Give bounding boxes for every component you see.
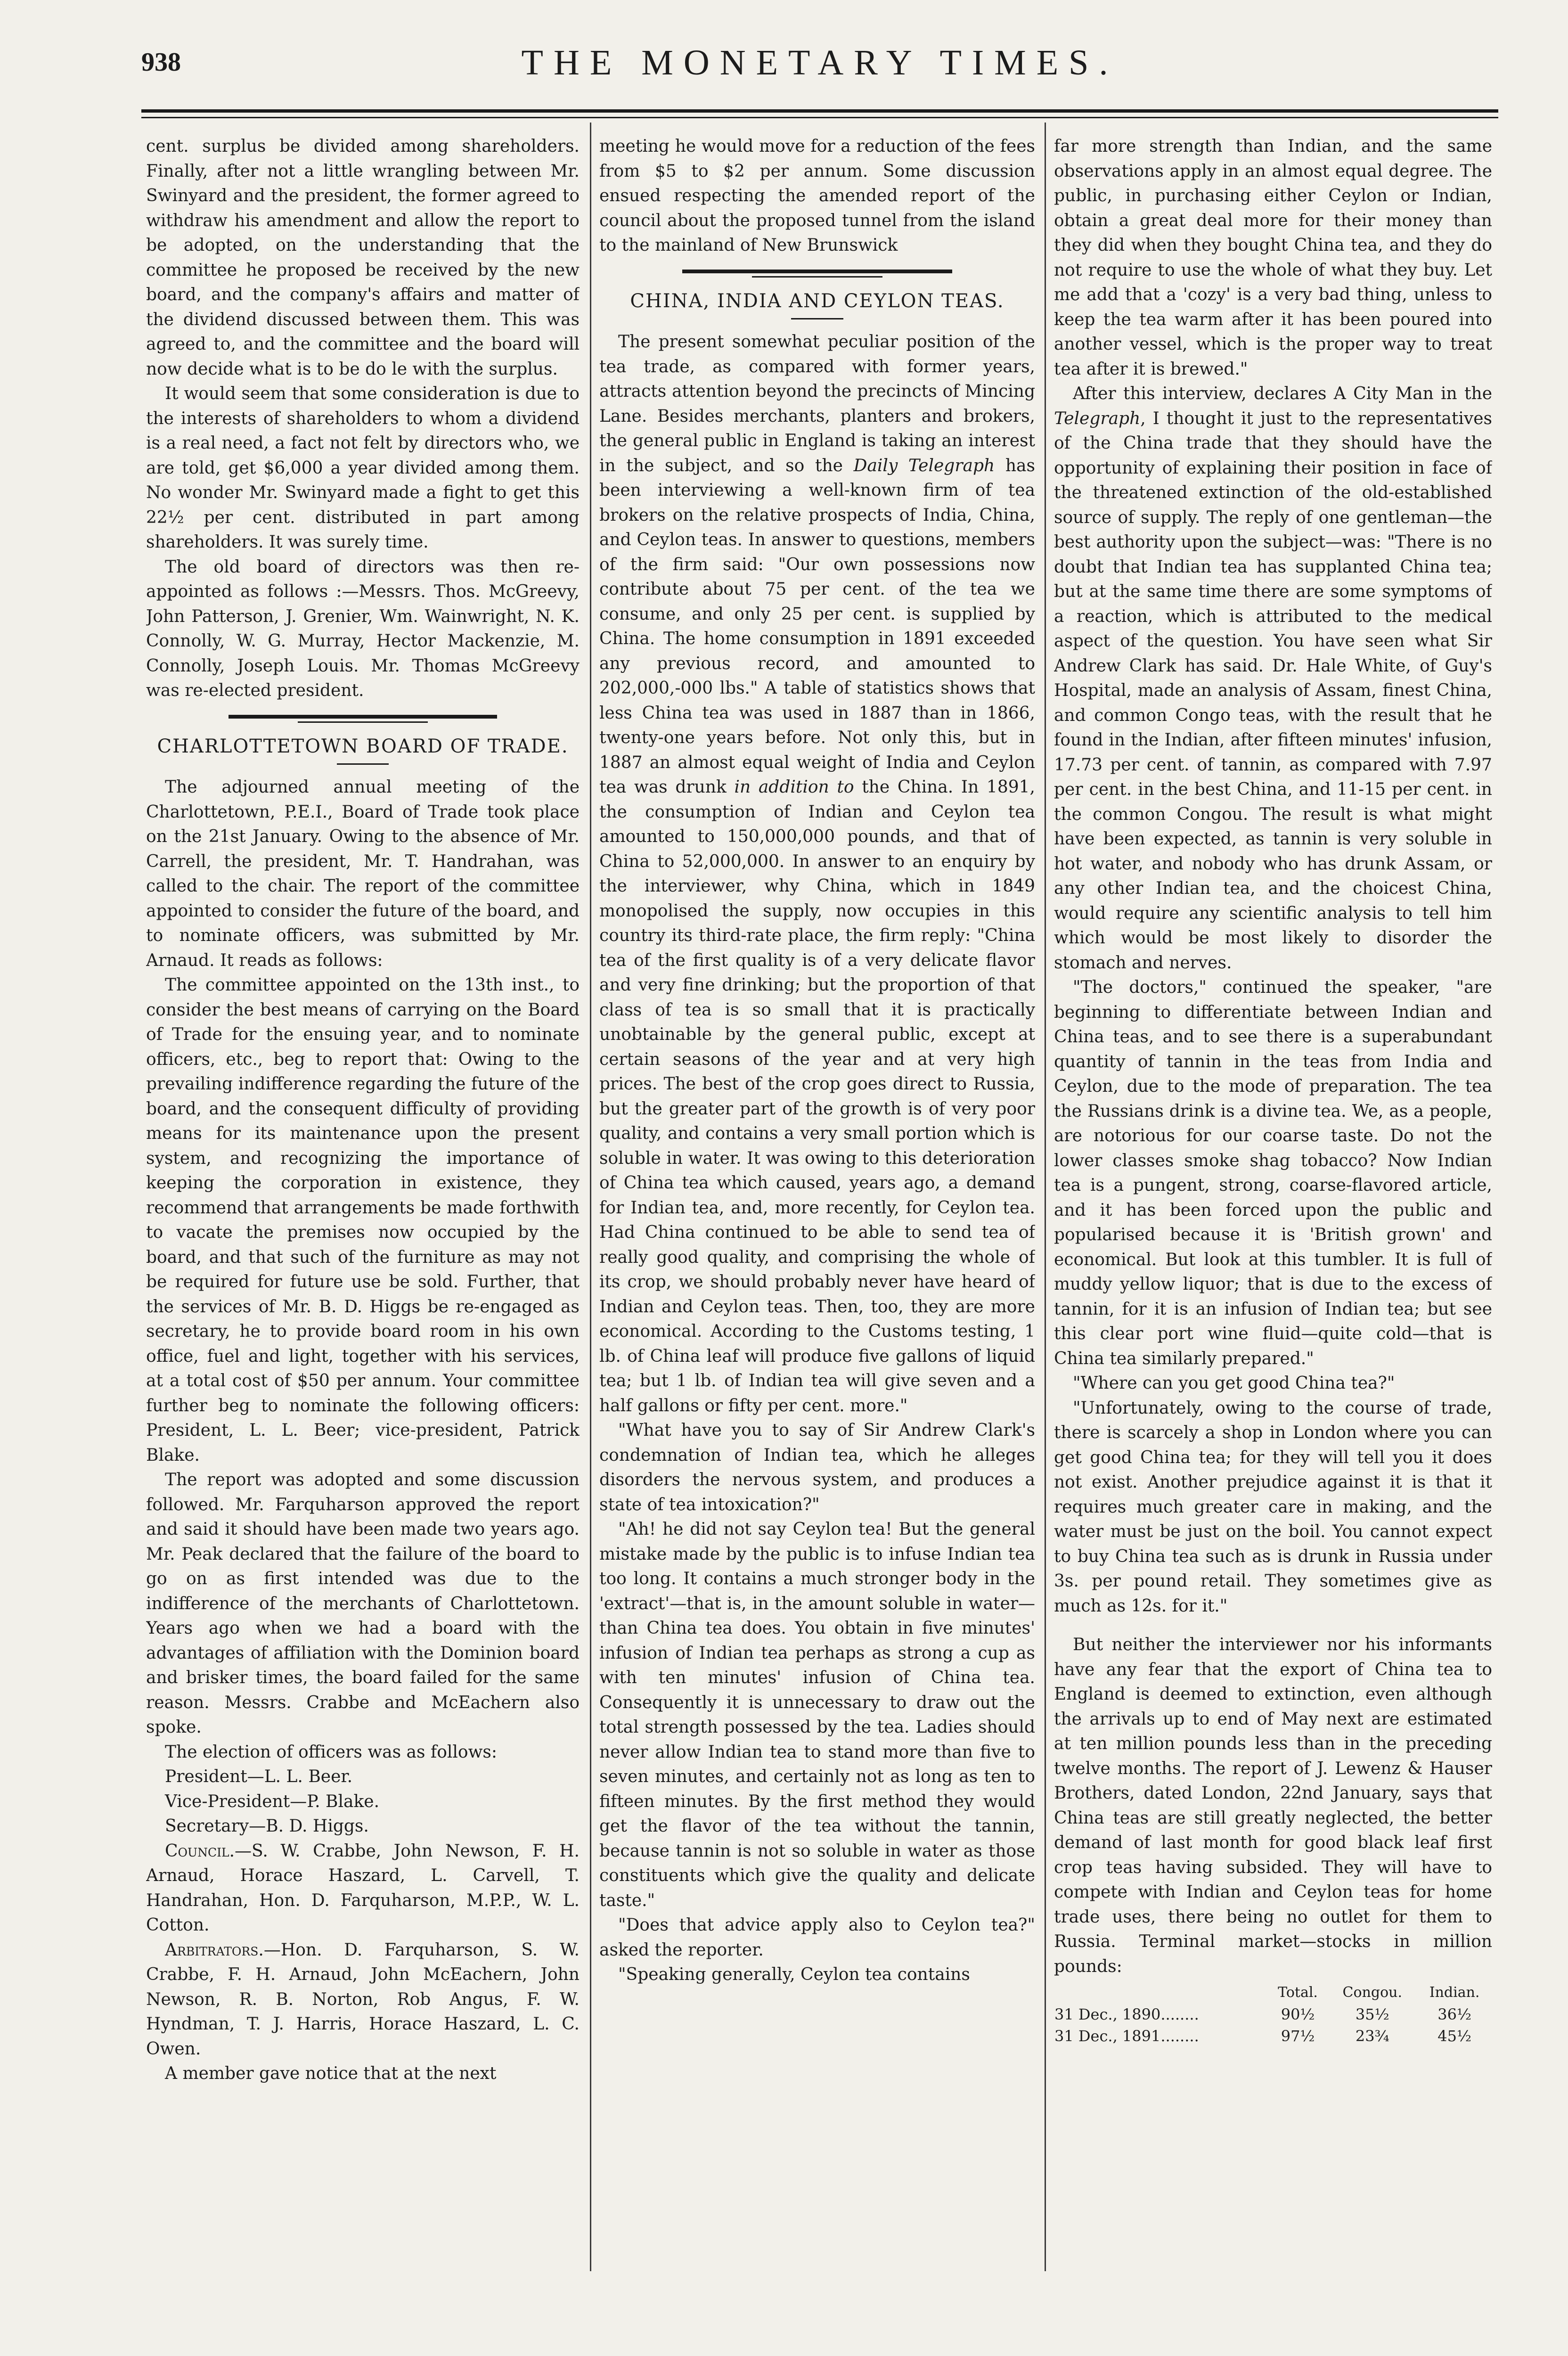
table-cell: 45½ <box>1437 2027 1471 2045</box>
section-divider <box>146 715 580 723</box>
paragraph: It would seem that some consideration is due to the interests of shareholders to whom a dividend is a real need, a fact not felt by directors who, we are told, get $6,000 a year divided among them. No wonder Mr. Swinyard made a fight to get this 22½ per cent. distributed in part among shareholders. It was surely time. <box>146 384 580 552</box>
text-run: After this interview, declares A City Man in the <box>1073 384 1492 403</box>
column-separator <box>590 123 591 2271</box>
paragraph: "Unfortunately, owing to the course of trade, there is scarcely a shop in London where you can get good China tea; for they will tell you it does not exist. Another prejudice against it is that it requires much greater care in making, and the water must be just on the boil. You cannot expect to buy China tea such as is drunk in Russia under 3s. per pound retail. They sometimes give as much as 12s. for it." <box>1054 1398 1492 1616</box>
masthead-title: THE MONETARY TIMES. <box>521 43 1119 82</box>
section-divider <box>599 270 1035 278</box>
section-heading: CHINA, INDIA AND CEYLON TEAS. <box>630 290 1004 312</box>
paragraph: meeting he would move for a reduction of the fees from $5 to $2 per annum. Some discussion ensued respecting the amended report of the council about the proposed tunnel from the island to the mainland of New Brunswick <box>599 137 1035 255</box>
table-row <box>1054 2025 1492 2047</box>
council-text: —S. W. Crabbe, John Newson, F. H. Arnaud, Horace Haszard, L. Carvell, T. Handrahan, Hon. D. Farquharson, M.P.P., W. L. Cotton. <box>146 1841 580 1935</box>
arbitrators-text: —Hon. D. Farquharson, S. W. Crabbe, F. H. Arnaud, John McEachern, John Newson, R. B. Norton, Rob Angus, F. W. Hyndman, T. J. Harris, Horace Haszard, L. C. Owen. <box>146 1940 580 2059</box>
paragraph: "Speaking generally, Ceylon tea contains <box>618 1965 970 1984</box>
tea-stocks-table <box>1054 1982 1492 2047</box>
text-run: has been interviewing a well-known firm of tea brokers on the relative prospects of India, China, and Ceylon teas. In answer to questions, members of the firm said: "Our own possessions now contribute about 75 per cent. of the tea we consume, and only 25 per cent. is supplied by China. The home consumption in 1891 exceeded any previous record, and amounted to 202,000,-000 lbs." A table of statistics shows that less China tea was used in 1887 than in 1866, twenty-one years before. Not only this, but in 1887 an almost equal weight of India and Ceylon tea was drunk <box>599 456 1035 797</box>
section-heading: CHARLOTTETOWN BOARD OF TRADE. <box>157 735 569 757</box>
column-2 <box>599 134 1035 2278</box>
paragraph: "Where can you get good China tea?" <box>1073 1374 1395 1393</box>
text-run: The present somewhat peculiar position of the tea trade, as compared with former years, attracts attention beyond the precincts of Mincing Lane. Besides merchants, planters and brokers, the general public in England is taking an interest in the subject, and so the <box>599 332 1035 475</box>
header-rule-thin <box>141 117 1498 118</box>
table-header: Indian. <box>1429 1984 1480 2001</box>
emphasis: in addition to <box>734 777 854 797</box>
table-cell: 97½ <box>1281 2027 1315 2045</box>
table-cell: 31 Dec., 1891........ <box>1054 2027 1199 2045</box>
column-separator <box>1045 123 1046 2271</box>
column-1 <box>146 134 580 2278</box>
table-header: Congou. <box>1342 1984 1403 2001</box>
council-paragraph <box>146 1839 580 1938</box>
paragraph: The committee appointed on the 13th inst., to consider the best means of carrying on the Board of Trade for the ensuing year, and to nominate officers, etc., beg to report that: Owing to the prevailing indifference regarding the future of the board, and the consequent difficulty of providing means for its maintenance upon the present system, and recognizing the importance of keeping the corporation in existence, they recommend that arrangements be made forthwith to vacate the premises now occupied by the board, and that such of the furniture as may not be required for future use be sold. Further, that the services of Mr. B. D. Higgs be re-engaged as secretary, he to provide board room in his own office, fuel and light, together with his services, at a total cost of $50 per annum. Your committee further beg to nominate the following officers: President, L. L. Beer; vice-president, Patrick Blake. <box>146 975 580 1465</box>
table-cell: 90½ <box>1281 2005 1315 2023</box>
text-run: the China. In 1891, the consumption of Indian and Ceylon tea amounted to 150,000,000 pounds, and that of China to 52,000,000. In answer to an enquiry by the interviewer, why China, which in 1849 monopolised the supply, now occupies in this country its third-rate place, the firm reply: "China tea of the first quality is of a very delicate flavor and very fine drinking; but the proportion of that class of tea is so small that it is practically unobtainable by the general public, except at certain seasons of the year and at very high prices. The best of the crop goes direct to Russia, but the greater part of the growth is of very poor quality, and contains a very small portion which is soluble in water. It was owing to this deterioration of China tea which caused, years ago, a demand for Indian tea, and, more recently, for Ceylon tea. Had China continued to be able to send tea of really good quality, and comprising the whole of its crop, we should probably never have heard of Indian and Ceylon teas. Then, too, they are more economical. According to the Customs testing, 1 lb. of China leaf will produce five gallons of liquid tea; but 1 lb. of Indian tea will give seven and a half gallons or fifty per cent. more." <box>599 777 1035 1415</box>
paragraph: The report was adopted and some discussion followed. Mr. Farquharson approved the report and said it should have been made two years ago. Mr. Peak declared that the failure of the board to go on as first intended was due to the indifference of the merchants of Charlottetown. Years ago when we had a board with the advantages of affiliation with the Dominion board and brisker times, the board failed for the same reason. Messrs. Crabbe and McEachern also spoke. <box>146 1470 580 1737</box>
paragraph: The adjourned annual meeting of the Charlottetown, P.E.I., Board of Trade took place on the 21st January. Owing to the absence of Mr. Carrell, the president, Mr. T. Handrahan, was called to the chair. The report of the committee appointed to consider the future of the board, and to nominate officers, was submitted by Mr. Arnaud. It reads as follows: <box>146 777 580 970</box>
arbitrators-paragraph <box>146 1938 580 2062</box>
table-header: Total. <box>1278 1984 1318 2001</box>
heading-underline <box>337 763 389 765</box>
paragraph: But neither the interviewer nor his informants have any fear that the export of China tea to England is deemed to extinction, even although the arrivals up to end of May next are estimated at ten million pounds less than in the preceding twelve months. The report of J. Lewenz & Hauser Brothers, dated London, 22nd January, says that China teas are still greatly neglected, the better demand of last month for good black leaf first crop teas having subsided. They will have to compete with Indian and Ceylon teas for home trade uses, there being no outlet for them to Russia. Terminal market—stocks in million pounds: <box>1054 1635 1492 1976</box>
council-label: Council. <box>165 1841 235 1861</box>
paragraph: "Ah! he did not say Ceylon tea! But the general mistake made by the public is to infuse Indian tea too long. It contains a much stronger body in the 'extract'—that is, in the amount soluble in water—than China tea does. You obtain in five minutes' infusion of Indian tea perhaps as strong a cup as with ten minutes' infusion of China tea. Consequently it is unnecessary to draw out the total strength possessed by the tea. Ladies should never allow Indian tea to stand more than five to seven minutes, and certainly not as long as ten to fifteen minutes. By the first method they would get the flavor of the tea without the tannin, because tannin is not so soluble in water as those constituents which give the quality and delicate taste." <box>599 1520 1035 1910</box>
header-rule-thick <box>141 109 1498 113</box>
arbitrators-label: Arbitrators. <box>165 1940 264 1960</box>
paragraph: A member gave notice that at the next <box>165 2064 497 2083</box>
paragraph: far more strength than Indian, and the same observations apply in an almost equal degree. The public, in purchasing either Ceylon or Indian, obtain a great deal more for their money than they did when they bought China tea, and they do not require to use the whole of what they buy. Let me add that a 'cozy' is a very bad thing, unless to keep the tea warm after it has been poured into another vessel, which is the proper way to treat tea after it is brewed." <box>1054 137 1492 379</box>
table-row <box>1054 2004 1492 2025</box>
officer-line: President—L. L. Beer. <box>165 1767 353 1786</box>
officer-line: Vice-President—P. Blake. <box>165 1792 380 1811</box>
paragraph: "Does that advice apply also to Ceylon tea?" asked the reporter. <box>599 1915 1035 1960</box>
paragraph: The old board of directors was then re-appointed as follows :—Messrs. Thos. McGreevy, John Patterson, J. Grenier, Wm. Wainwright, N. K. Connolly, W. G. Murray, Hector Mackenzie, M. Connolly, Joseph Louis. Mr. Thomas McGreevy was re-elected president. <box>146 557 580 700</box>
page-number: 938 <box>141 48 181 77</box>
paragraph <box>599 330 1035 1418</box>
table-cell: 36½ <box>1437 2005 1471 2023</box>
table-header-row <box>1054 1982 1492 2004</box>
paragraph: The election of officers was as follows: <box>165 1742 498 1762</box>
table-cell: 35½ <box>1355 2005 1389 2023</box>
paragraph: cent. surplus be divided among shareholders. Finally, after not a little wrangling between Mr. Swinyard and the president, the former agreed to withdraw his amendment and allow the report to be adopted, on the understanding that the committee he proposed be received by the new board, and the company's affairs and matter of the dividend discussed between them. This was agreed to, and the committee and the board will now decide what is to be do le with the surplus. <box>146 137 580 379</box>
text-run: , I thought it just to the representatives of the China trade that they should have the opportunity of explaining their position in face of the threatened extinction of the old-established source of supply. The reply of one gentleman—the best authority upon the subject—was: "There is no doubt that Indian tea has supplanted China tea; but at the same time there are some symptoms of a reaction, which is attributed to the medical aspect of the question. You have seen what Sir Andrew Clark has said. Dr. Hale White, of Guy's Hospital, made an analysis of Assam, finest China, and common Congo teas, with the result that he found in the Indian, after fifteen minutes' infusion, 17.73 per cent. of tannin, as compared with 7.97 per cent. in the best China, and 11-15 per cent. in the common Congou. The result is what might have been expected, as tannin is very soluble in hot water, and nobody who has drunk Assam, or any other Indian tea, and the choicest China, would require any scientific analysis to tell him which would be most likely to disorder the stomach and nerves. <box>1054 409 1492 973</box>
column-3 <box>1054 134 1492 2278</box>
table-header <box>1054 1982 1268 2004</box>
page-header <box>141 42 1498 104</box>
table-cell: 23¾ <box>1355 2027 1389 2045</box>
heading-underline <box>791 318 843 319</box>
officer-line: Secretary—B. D. Higgs. <box>165 1816 369 1836</box>
paragraph <box>1054 382 1492 975</box>
paragraph: "What have you to say of Sir Andrew Clark's condemnation of Indian tea, which he alleges disorders the nervous system, and produces a state of tea intoxication?" <box>599 1421 1035 1514</box>
newspaper-name: Daily Telegraph <box>853 456 995 475</box>
paragraph: "The doctors," continued the speaker, "are beginning to differentiate between Indian and China teas, and to see there is a superabundant quantity of tannin in the teas from India and Ceylon, due to the mode of preparation. The tea the Russians drink is a divine tea. We, as a people, are notorious for our coarse taste. Do not the lower classes smoke shag tobacco? Now Indian tea is a pungent, strong, coarse-flavored article, and it has been forced upon the public and popularised because it is 'British grown' and economical. But look at this tumbler. It is full of muddy yellow liquor; that is due to the excess of tannin, for it is an infusion of Indian tea; but see this clear port wine fluid—quite cold—that is China tea similarly prepared." <box>1054 978 1492 1368</box>
table-cell: 31 Dec., 1890........ <box>1054 2005 1199 2023</box>
newspaper-name: Telegraph <box>1054 409 1141 428</box>
